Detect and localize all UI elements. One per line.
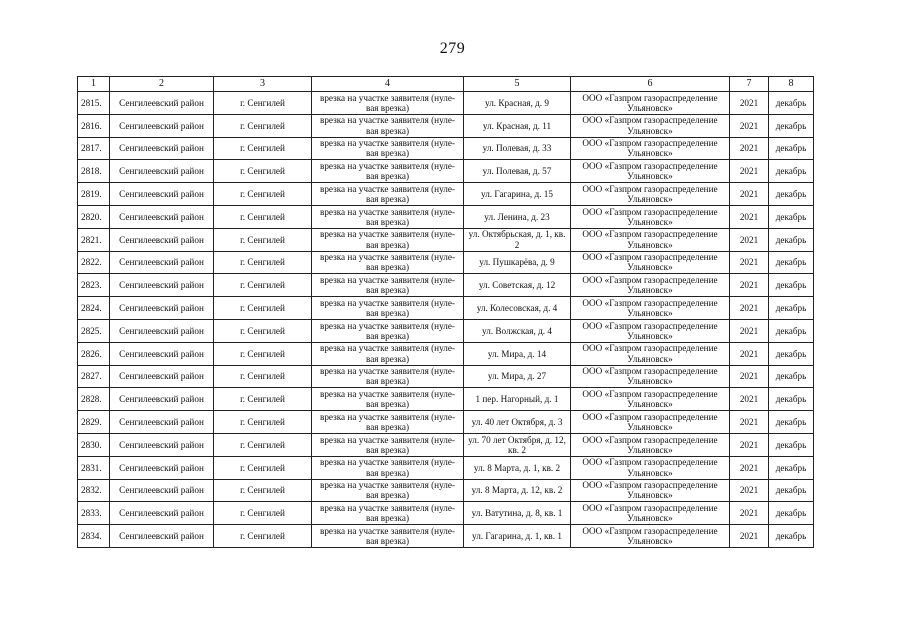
work-type-text: врезка на участке заявителя (нуле- xyxy=(319,366,455,377)
row-number-cell: 2821. xyxy=(78,228,110,251)
work-type-text: врезка на участке заявителя (нуле- xyxy=(319,138,455,149)
table-row xyxy=(78,525,814,548)
locality-cell: г. Сенгилей xyxy=(214,160,312,183)
work-type-cell xyxy=(312,92,464,115)
address-cell: ул. 40 лет Октября, д. 3 xyxy=(464,411,571,434)
work-type-cell xyxy=(312,319,464,342)
row-number-cell: 2829. xyxy=(78,411,110,434)
address-cell: ул. Колесовская, д. 4 xyxy=(464,297,571,320)
work-type-text: вая врезка) xyxy=(365,216,410,227)
month-cell: декабрь xyxy=(769,433,814,456)
row-number-cell: 2819. xyxy=(78,183,110,206)
work-type-text: врезка на участке заявителя (нуле- xyxy=(319,183,455,194)
month-cell: декабрь xyxy=(769,114,814,137)
organization-cell: ООО «Газпром газораспределение Ульяновск» xyxy=(571,479,730,502)
month-cell: декабрь xyxy=(769,479,814,502)
work-type-cell xyxy=(312,183,464,206)
work-type-text: вая врезка) xyxy=(365,376,410,387)
work-type-text: врезка на участке заявителя (нуле- xyxy=(319,206,455,217)
work-type-text: вая врезка) xyxy=(365,262,410,273)
locality-cell: г. Сенгилей xyxy=(214,251,312,274)
district-cell: Сенгилеевский район xyxy=(110,114,214,137)
district-cell: Сенгилеевский район xyxy=(110,183,214,206)
table-row xyxy=(78,388,814,411)
year-cell: 2021 xyxy=(730,479,769,502)
district-cell: Сенгилеевский район xyxy=(110,433,214,456)
organization-cell: ООО «Газпром газораспределение Ульяновск» xyxy=(571,365,730,388)
year-cell: 2021 xyxy=(730,228,769,251)
locality-cell: г. Сенгилей xyxy=(214,479,312,502)
work-type-text: вая врезка) xyxy=(365,422,410,433)
column-number: 4 xyxy=(312,77,464,92)
organization-cell: ООО «Газпром газораспределение Ульяновск» xyxy=(571,297,730,320)
year-cell: 2021 xyxy=(730,274,769,297)
table-row xyxy=(78,228,814,251)
address-cell: ул. Гагарина, д. 1, кв. 1 xyxy=(464,525,571,548)
locality-cell: г. Сенгилей xyxy=(214,205,312,228)
gas-connection-table xyxy=(77,76,814,548)
work-type-text: вая врезка) xyxy=(365,285,410,296)
work-type-text: врезка на участке заявителя (нуле- xyxy=(319,434,455,445)
row-number-cell: 2815. xyxy=(78,92,110,115)
work-type-cell xyxy=(312,433,464,456)
work-type-text: вая врезка) xyxy=(365,536,410,547)
address-cell: ул. Пушкарёва, д. 9 xyxy=(464,251,571,274)
organization-cell: ООО «Газпром газораспределение Ульяновск» xyxy=(571,114,730,137)
locality-cell: г. Сенгилей xyxy=(214,502,312,525)
work-type-text: врезка на участке заявителя (нуле- xyxy=(319,503,455,514)
table-row xyxy=(78,137,814,160)
row-number-cell: 2834. xyxy=(78,525,110,548)
work-type-text: вая врезка) xyxy=(365,102,410,113)
organization-cell: ООО «Газпром газораспределение Ульяновск» xyxy=(571,205,730,228)
month-cell: декабрь xyxy=(769,137,814,160)
work-type-text: врезка на участке заявителя (нуле- xyxy=(319,480,455,491)
address-cell: ул. 70 лет Октября, д. 12, кв. 2 xyxy=(464,433,571,456)
year-cell: 2021 xyxy=(730,433,769,456)
month-cell: декабрь xyxy=(769,205,814,228)
row-number-cell: 2817. xyxy=(78,137,110,160)
work-type-text: вая врезка) xyxy=(365,194,410,205)
year-cell: 2021 xyxy=(730,205,769,228)
year-cell: 2021 xyxy=(730,319,769,342)
district-cell: Сенгилеевский район xyxy=(110,319,214,342)
month-cell: декабрь xyxy=(769,319,814,342)
column-number: 3 xyxy=(214,77,312,92)
work-type-cell xyxy=(312,228,464,251)
locality-cell: г. Сенгилей xyxy=(214,297,312,320)
table-row xyxy=(78,502,814,525)
work-type-text: врезка на участке заявителя (нуле- xyxy=(319,115,455,126)
row-number-cell: 2826. xyxy=(78,342,110,365)
locality-cell: г. Сенгилей xyxy=(214,137,312,160)
row-number-cell: 2830. xyxy=(78,433,110,456)
row-number-cell: 2818. xyxy=(78,160,110,183)
organization-cell: ООО «Газпром газораспределение Ульяновск» xyxy=(571,411,730,434)
year-cell: 2021 xyxy=(730,502,769,525)
district-cell: Сенгилеевский район xyxy=(110,274,214,297)
work-type-text: вая врезка) xyxy=(365,513,410,524)
locality-cell: г. Сенгилей xyxy=(214,114,312,137)
work-type-cell xyxy=(312,137,464,160)
locality-cell: г. Сенгилей xyxy=(214,525,312,548)
organization-cell: ООО «Газпром газораспределение Ульяновск» xyxy=(571,502,730,525)
locality-cell: г. Сенгилей xyxy=(214,228,312,251)
locality-cell: г. Сенгилей xyxy=(214,342,312,365)
table-row xyxy=(78,319,814,342)
year-cell: 2021 xyxy=(730,456,769,479)
organization-cell: ООО «Газпром газораспределение Ульяновск» xyxy=(571,274,730,297)
work-type-text: врезка на участке заявителя (нуле- xyxy=(319,411,455,422)
work-type-text: врезка на участке заявителя (нуле- xyxy=(319,389,455,400)
table-row xyxy=(78,160,814,183)
work-type-text: врезка на участке заявителя (нуле- xyxy=(319,525,455,536)
column-number: 2 xyxy=(110,77,214,92)
year-cell: 2021 xyxy=(730,251,769,274)
work-type-text: врезка на участке заявителя (нуле- xyxy=(319,252,455,263)
column-number: 1 xyxy=(78,77,110,92)
row-number-cell: 2831. xyxy=(78,456,110,479)
month-cell: декабрь xyxy=(769,297,814,320)
organization-cell: ООО «Газпром газораспределение Ульяновск» xyxy=(571,525,730,548)
district-cell: Сенгилеевский район xyxy=(110,205,214,228)
address-cell: ул. Полевая, д. 57 xyxy=(464,160,571,183)
address-cell: 1 пер. Нагорный, д. 1 xyxy=(464,388,571,411)
district-cell: Сенгилеевский район xyxy=(110,525,214,548)
table-row xyxy=(78,251,814,274)
organization-cell: ООО «Газпром газораспределение Ульяновск» xyxy=(571,251,730,274)
work-type-cell xyxy=(312,456,464,479)
column-number: 5 xyxy=(464,77,571,92)
column-number: 8 xyxy=(769,77,814,92)
organization-cell: ООО «Газпром газораспределение Ульяновск» xyxy=(571,388,730,411)
month-cell: декабрь xyxy=(769,274,814,297)
column-number: 7 xyxy=(730,77,769,92)
row-number-cell: 2825. xyxy=(78,319,110,342)
month-cell: декабрь xyxy=(769,342,814,365)
month-cell: декабрь xyxy=(769,92,814,115)
row-number-cell: 2832. xyxy=(78,479,110,502)
table-row xyxy=(78,365,814,388)
work-type-cell xyxy=(312,274,464,297)
district-cell: Сенгилеевский район xyxy=(110,342,214,365)
organization-cell: ООО «Газпром газораспределение Ульяновск» xyxy=(571,433,730,456)
work-type-cell xyxy=(312,365,464,388)
work-type-cell xyxy=(312,502,464,525)
work-type-text: вая врезка) xyxy=(365,125,410,136)
address-cell: ул. Советская, д. 12 xyxy=(464,274,571,297)
table-row xyxy=(78,479,814,502)
row-number-cell: 2827. xyxy=(78,365,110,388)
year-cell: 2021 xyxy=(730,137,769,160)
work-type-text: вая врезка) xyxy=(365,330,410,341)
work-type-text: врезка на участке заявителя (нуле- xyxy=(319,275,455,286)
year-cell: 2021 xyxy=(730,388,769,411)
locality-cell: г. Сенгилей xyxy=(214,388,312,411)
month-cell: декабрь xyxy=(769,525,814,548)
address-cell: ул. Октябрьская, д. 1, кв. 2 xyxy=(464,228,571,251)
locality-cell: г. Сенгилей xyxy=(214,433,312,456)
district-cell: Сенгилеевский район xyxy=(110,297,214,320)
work-type-text: вая врезка) xyxy=(365,148,410,159)
locality-cell: г. Сенгилей xyxy=(214,274,312,297)
locality-cell: г. Сенгилей xyxy=(214,411,312,434)
organization-cell: ООО «Газпром газораспределение Ульяновск» xyxy=(571,92,730,115)
table-row xyxy=(78,433,814,456)
column-number: 6 xyxy=(571,77,730,92)
month-cell: декабрь xyxy=(769,228,814,251)
district-cell: Сенгилеевский район xyxy=(110,411,214,434)
table-row xyxy=(78,274,814,297)
district-cell: Сенгилеевский район xyxy=(110,479,214,502)
table-row xyxy=(78,411,814,434)
work-type-text: вая врезка) xyxy=(365,308,410,319)
district-cell: Сенгилеевский район xyxy=(110,502,214,525)
row-number-cell: 2816. xyxy=(78,114,110,137)
work-type-text: вая врезка) xyxy=(365,353,410,364)
year-cell: 2021 xyxy=(730,411,769,434)
row-number-cell: 2822. xyxy=(78,251,110,274)
row-number-cell: 2823. xyxy=(78,274,110,297)
work-type-cell xyxy=(312,388,464,411)
work-type-text: врезка на участке заявителя (нуле- xyxy=(319,229,455,240)
work-type-text: врезка на участке заявителя (нуле- xyxy=(319,457,455,468)
district-cell: Сенгилеевский район xyxy=(110,92,214,115)
month-cell: декабрь xyxy=(769,251,814,274)
row-number-cell: 2828. xyxy=(78,388,110,411)
address-cell: ул. 8 Марта, д. 12, кв. 2 xyxy=(464,479,571,502)
work-type-cell xyxy=(312,160,464,183)
work-type-cell xyxy=(312,205,464,228)
work-type-cell xyxy=(312,114,464,137)
district-cell: Сенгилеевский район xyxy=(110,160,214,183)
work-type-text: вая врезка) xyxy=(365,444,410,455)
address-cell: ул. Мира, д. 14 xyxy=(464,342,571,365)
address-cell: ул. Полевая, д. 33 xyxy=(464,137,571,160)
work-type-text: врезка на участке заявителя (нуле- xyxy=(319,92,455,103)
work-type-text: вая врезка) xyxy=(365,239,410,250)
locality-cell: г. Сенгилей xyxy=(214,92,312,115)
district-cell: Сенгилеевский район xyxy=(110,228,214,251)
organization-cell: ООО «Газпром газораспределение Ульяновск» xyxy=(571,342,730,365)
row-number-cell: 2833. xyxy=(78,502,110,525)
work-type-text: врезка на участке заявителя (нуле- xyxy=(319,161,455,172)
organization-cell: ООО «Газпром газораспределение Ульяновск» xyxy=(571,183,730,206)
year-cell: 2021 xyxy=(730,114,769,137)
district-cell: Сенгилеевский район xyxy=(110,456,214,479)
locality-cell: г. Сенгилей xyxy=(214,319,312,342)
month-cell: декабрь xyxy=(769,388,814,411)
month-cell: декабрь xyxy=(769,456,814,479)
district-cell: Сенгилеевский район xyxy=(110,137,214,160)
table-row xyxy=(78,342,814,365)
work-type-cell xyxy=(312,411,464,434)
year-cell: 2021 xyxy=(730,183,769,206)
address-cell: ул. Красная, д. 11 xyxy=(464,114,571,137)
work-type-text: вая врезка) xyxy=(365,399,410,410)
column-number-row xyxy=(78,77,814,92)
address-cell: ул. Ватутина, д. 8, кв. 1 xyxy=(464,502,571,525)
address-cell: ул. Гагарина, д. 15 xyxy=(464,183,571,206)
table-row xyxy=(78,297,814,320)
address-cell: ул. Ленина, д. 23 xyxy=(464,205,571,228)
month-cell: декабрь xyxy=(769,183,814,206)
month-cell: декабрь xyxy=(769,502,814,525)
work-type-text: вая врезка) xyxy=(365,171,410,182)
year-cell: 2021 xyxy=(730,297,769,320)
year-cell: 2021 xyxy=(730,525,769,548)
address-cell: ул. 8 Марта, д. 1, кв. 2 xyxy=(464,456,571,479)
month-cell: декабрь xyxy=(769,365,814,388)
organization-cell: ООО «Газпром газораспределение Ульяновск» xyxy=(571,456,730,479)
table-row xyxy=(78,114,814,137)
organization-cell: ООО «Газпром газораспределение Ульяновск» xyxy=(571,319,730,342)
table-row xyxy=(78,205,814,228)
row-number-cell: 2820. xyxy=(78,205,110,228)
address-cell: ул. Красная, д. 9 xyxy=(464,92,571,115)
work-type-cell xyxy=(312,525,464,548)
year-cell: 2021 xyxy=(730,365,769,388)
locality-cell: г. Сенгилей xyxy=(214,365,312,388)
work-type-cell xyxy=(312,251,464,274)
page-number: 279 xyxy=(439,40,466,57)
address-cell: ул. Волжская, д. 4 xyxy=(464,319,571,342)
table-row xyxy=(78,456,814,479)
year-cell: 2021 xyxy=(730,92,769,115)
year-cell: 2021 xyxy=(730,342,769,365)
work-type-text: врезка на участке заявителя (нуле- xyxy=(319,320,455,331)
address-cell: ул. Мира, д. 27 xyxy=(464,365,571,388)
row-number-cell: 2824. xyxy=(78,297,110,320)
district-cell: Сенгилеевский район xyxy=(110,365,214,388)
table-body xyxy=(78,77,814,548)
month-cell: декабрь xyxy=(769,411,814,434)
organization-cell: ООО «Газпром газораспределение Ульяновск» xyxy=(571,137,730,160)
locality-cell: г. Сенгилей xyxy=(214,456,312,479)
work-type-text: вая врезка) xyxy=(365,490,410,501)
district-cell: Сенгилеевский район xyxy=(110,251,214,274)
locality-cell: г. Сенгилей xyxy=(214,183,312,206)
work-type-text: вая врезка) xyxy=(365,467,410,478)
work-type-text: врезка на участке заявителя (нуле- xyxy=(319,343,455,354)
work-type-cell xyxy=(312,297,464,320)
month-cell: декабрь xyxy=(769,160,814,183)
organization-cell: ООО «Газпром газораспределение Ульяновск» xyxy=(571,228,730,251)
year-cell: 2021 xyxy=(730,160,769,183)
district-cell: Сенгилеевский район xyxy=(110,388,214,411)
organization-cell: ООО «Газпром газораспределение Ульяновск» xyxy=(571,160,730,183)
work-type-cell xyxy=(312,479,464,502)
table-row xyxy=(78,183,814,206)
table-row xyxy=(78,92,814,115)
work-type-text: врезка на участке заявителя (нуле- xyxy=(319,297,455,308)
work-type-cell xyxy=(312,342,464,365)
